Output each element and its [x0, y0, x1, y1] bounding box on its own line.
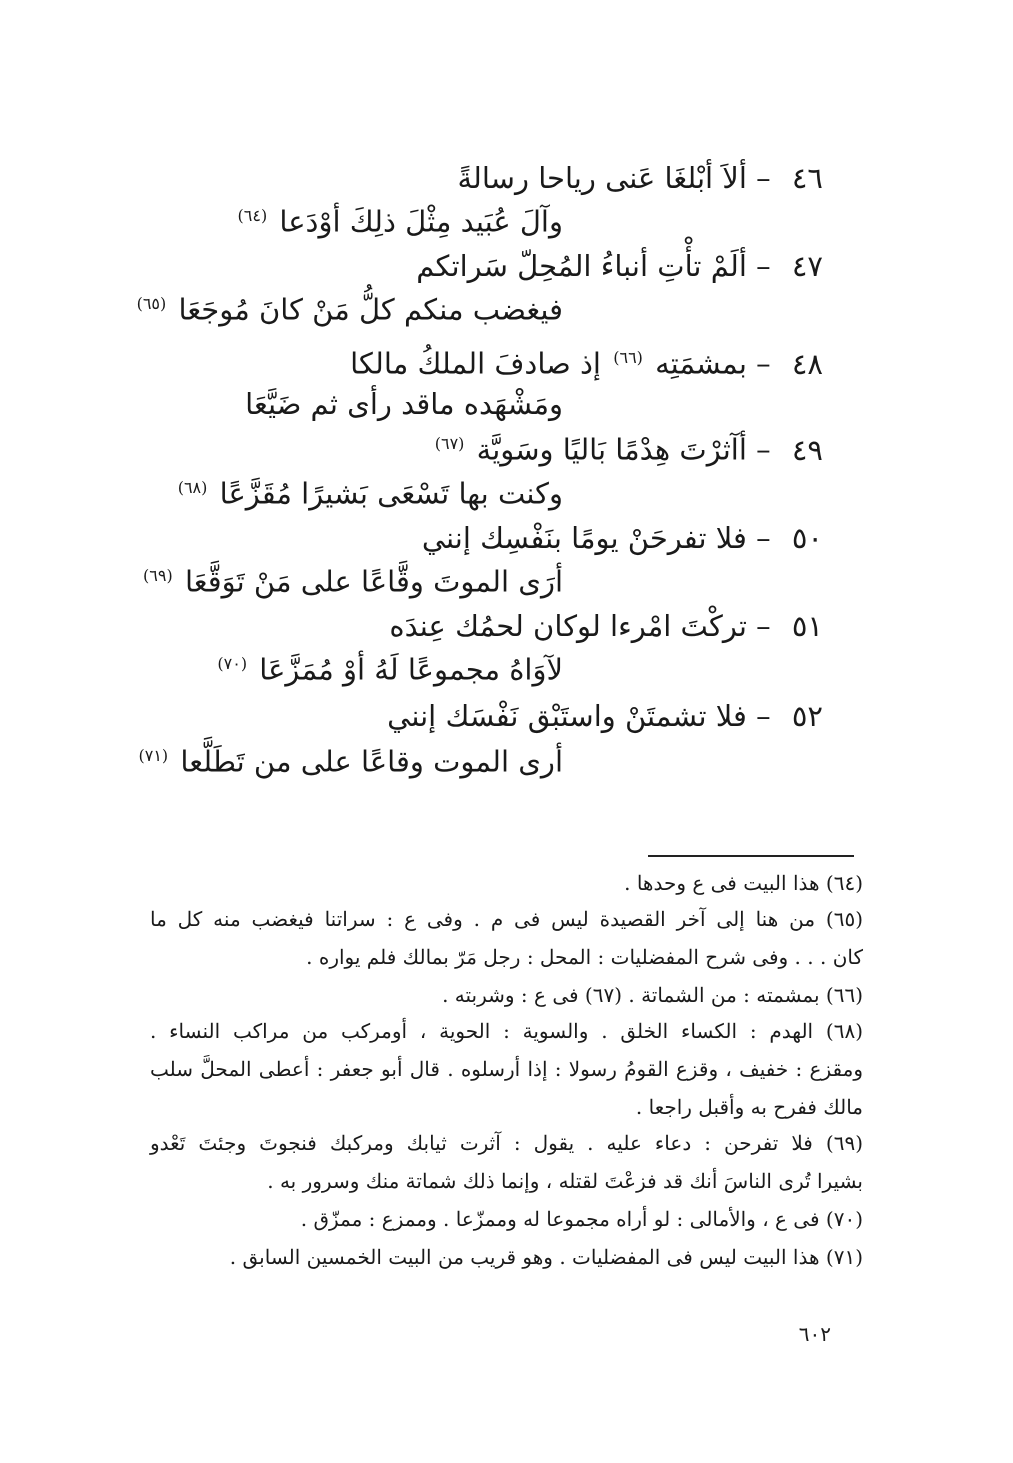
footnote-ref: (٦٤) — [237, 206, 268, 225]
hemistich-text: لآوَاهُ مجموعًا لَهُ أوْ مُمَزَّعَا — [259, 652, 563, 687]
verse-49-first-hemistich: ٤٩ – أآثرْتَ هِدْمًا بَاليًا وسَويَّة $^{(٦٧)}$ — [432, 424, 823, 470]
footnote-separator — [648, 855, 854, 857]
hemistich-text: أآثرْتَ هِدْمًا بَاليًا وسَويَّة — [476, 432, 747, 467]
verse-number: ٤٩ — [791, 432, 823, 467]
verse-46-second-hemistich — [190, 196, 563, 242]
verse-50-second-hemistich — [143, 556, 563, 602]
verse-47-second-hemistich — [136, 284, 563, 330]
hemistich-text: فلا تشمتَنْ واستَبْق نَفْسَك إنني — [387, 699, 747, 733]
verse-number: ٤٦ — [791, 161, 823, 195]
footnote-ref: (٧١) — [138, 746, 169, 765]
hemistich-text: ألَمْ تأْتِ أنباءُ المُحِلّ سَراتكم — [416, 249, 747, 283]
footnote-line: (٧١) هذا البيت ليس فى المفضليات . وهو قريب من البيت الخمسين السابق . — [229, 1245, 863, 1269]
verse-48-first-hemistich: ٤٨ – بمشمَتِه $^{(٦٦)}$ إذ صادفَ الملكُ مالكا — [350, 338, 823, 384]
verse-number: ٤٧ — [791, 249, 823, 283]
footnote-line: (٦٥) من هنا إلى آخر القصيدة ليس فى م . وفى ع : سراتنا فيغضب منه كل ما — [150, 907, 864, 931]
verse-46-first-hemistich: ٤٦ – ألاَ أبْلغَا عَنى رياحا رسالةً — [457, 158, 823, 198]
verse-number: ٤٨ — [791, 346, 823, 381]
hemistich-text-rest: إذ صادفَ الملكُ مالكا — [350, 346, 601, 381]
footnote-line: مالك ففرح به وأقبل راجعا . — [635, 1095, 863, 1119]
footnote-line: بشيرا تُرى الناسَ أنك قد فزعْتَ لقتله ، وإنما ذلك شماتة منك وسرور به . — [267, 1169, 863, 1193]
footnote-ref: (٧٠) — [217, 654, 248, 673]
hemistich-text: فلا تفرحَنْ يومًا بنَفْسِك إنني — [421, 521, 747, 555]
footnote-line: كان . . . وفى شرح المفضليات : المحل : رجل مَرّ بمالك فلم يواره . — [306, 945, 863, 969]
hemistich-text: فيغضب منكم كلُّ مَنْ كانَ مُوجَعَا — [178, 292, 563, 327]
verse-number: ٥٠ — [791, 521, 823, 555]
hemistich-text: وكنت بها تَسْعَى بَشيرًا مُقَزَّعًا — [219, 476, 563, 511]
hemistich-text: بمشمَتِه — [655, 346, 747, 381]
footnote-ref: (٦٨) — [177, 478, 208, 497]
verse-number: ٥٢ — [791, 699, 823, 733]
footnote-ref: (٦٩) — [143, 566, 173, 585]
verse-51-first-hemistich: ٥١ – تركْتَ امْرءا لوكان لحمُك عِندَه — [389, 606, 823, 646]
footnote-line: (٧٠) فى ع ، والأمالى : لو أراه مجموعا له وممزّعا . وممزع : ممزّق . — [300, 1207, 863, 1231]
footnote-line: (٦٨) الهدم : الكساء الخلق . والسوية : الحوية ، أومركب من مراكب النساء . — [150, 1019, 863, 1043]
page-number: ٦٠٢ — [798, 1322, 831, 1346]
footnote-ref: (٦٧) — [434, 434, 465, 453]
verse-52-second-hemistich — [138, 736, 563, 782]
verse-51-second-hemistich — [190, 644, 563, 690]
footnote-ref: (٦٥) — [136, 294, 167, 313]
footnote-line: (٦٦) بمشمته : من الشماتة . (٦٧) فى ع : وشربته . — [442, 983, 863, 1007]
footnote-line: (٦٩) فلا تفرحن : دعاء عليه . يقول : آثرت ثيابك ومركبك فنجوتَ وجئتَ تَعْدو — [150, 1131, 863, 1155]
footnote-line: (٦٤) هذا البيت فى ع وحدها . — [624, 871, 863, 895]
verse-49-second-hemistich — [177, 468, 563, 514]
footnote-line: ومقزع : خفيف ، وقزع القومُ رسولا : إذا أرسلوه . قال أبو جعفر : أعطى المحلَّ سلب — [150, 1057, 863, 1081]
verse-48-second-hemistich — [190, 384, 563, 424]
verse-50-first-hemistich: ٥٠ – فلا تفرحَنْ يومًا بنَفْسِك إنني — [422, 518, 823, 558]
hemistich-text: ألاَ أبْلغَا عَنى رياحا رسالةً — [457, 161, 747, 195]
hemistich-text: أرَى الموتَ وقَّاعًا على مَنْ تَوَقَّعَا — [184, 564, 563, 599]
hemistich-text: أرى الموت وقاعًا على من تَطَلَّعا — [180, 744, 563, 779]
verse-52-first-hemistich: ٥٢ – فلا تشمتَنْ واستَبْق نَفْسَك إنني — [387, 696, 823, 736]
hemistich-text: ومَشْهَده ماقد رأى ثم ضَيَّعَا — [245, 387, 563, 421]
hemistich-text: وآلَ عُبَيد مِثْلَ ذلِكَ أوْدَعا — [279, 204, 563, 239]
verse-47-first-hemistich: ٤٧ – ألَمْ تأْتِ أنباءُ المُحِلّ سَراتكم — [416, 246, 823, 286]
verse-number: ٥١ — [791, 609, 823, 643]
hemistich-text: تركْتَ امْرءا لوكان لحمُك عِندَه — [389, 609, 747, 643]
footnote-ref: (٦٦) — [613, 348, 643, 367]
